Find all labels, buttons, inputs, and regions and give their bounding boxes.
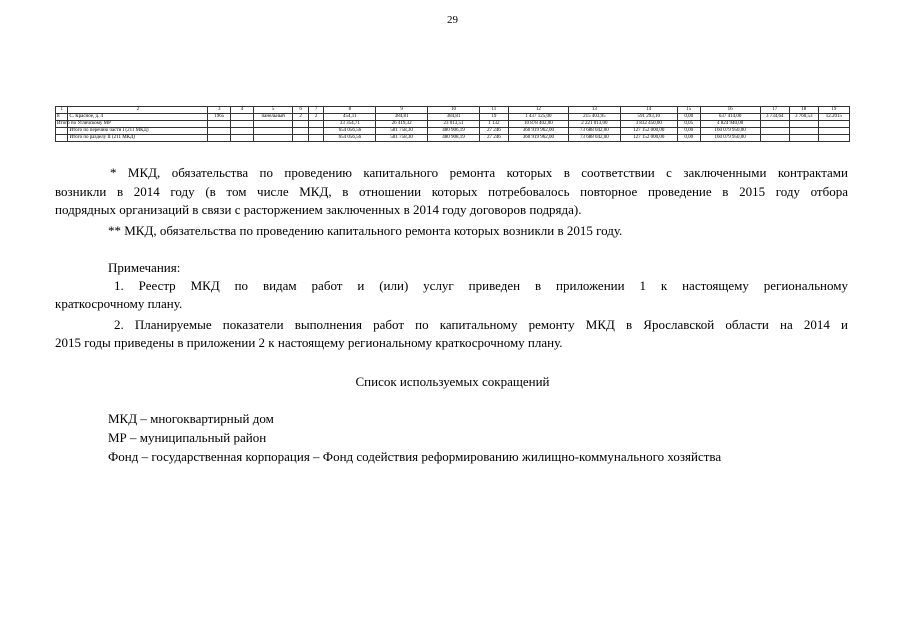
table-cell: 3: [208, 107, 231, 114]
table-cell: [231, 114, 254, 121]
table-cell: 127 152 000,00: [620, 128, 677, 135]
table-cell: [253, 135, 292, 142]
table-cell: 19: [818, 107, 849, 114]
table-cell: 8: [56, 114, 68, 121]
table-cell: панельный: [253, 114, 292, 121]
table-cell: [818, 135, 849, 142]
table-cell: 160 079 950,00: [700, 135, 760, 142]
table-cell: 23 013,51: [428, 121, 480, 128]
table-cell: [231, 135, 254, 142]
table-row: [56, 135, 850, 142]
table-cell: 3 734,64: [760, 114, 789, 121]
table-cell: 9: [376, 107, 428, 114]
table-cell: 0,05: [677, 121, 700, 128]
table-cell: 12.2015: [818, 114, 849, 121]
table-row: [56, 128, 850, 135]
table-cell: [208, 121, 231, 128]
table-cell: С. Красное, д. 4: [68, 114, 208, 121]
table-cell: 26 419,32: [376, 121, 428, 128]
table-cell: 127 152 000,00: [620, 135, 677, 142]
table-cell: 581 758,30: [376, 128, 428, 135]
table-cell: [56, 135, 68, 142]
table-cell: [760, 128, 789, 135]
abbreviations-title: Список используемых сокращений: [355, 374, 550, 389]
table-cell: [789, 121, 818, 128]
table-cell: 160 079 950,00: [700, 128, 760, 135]
table-cell: 7: [308, 107, 324, 114]
table-cell: 591 293,10: [620, 114, 677, 121]
table-header-row: [56, 107, 850, 114]
table-cell: [760, 121, 789, 128]
table-cell: [293, 121, 309, 128]
table-cell: 0,00: [677, 114, 700, 121]
remark-1-line2: краткосрочному плану.: [55, 296, 183, 311]
table-cell: 17: [760, 107, 789, 114]
table-cell: 14: [620, 107, 677, 114]
table-cell: 12: [508, 107, 568, 114]
table-cell: [818, 128, 849, 135]
table-cell: 33 354,71: [324, 121, 376, 128]
abbreviation-item: МКД – многоквартирный дом: [108, 411, 274, 426]
table-cell: 654 056,56: [324, 128, 376, 135]
note-star2: ** МКД, обязательства по проведению капитального ремонта которых возникли в 2015 году.: [108, 223, 623, 238]
table-cell: 654 056,56: [324, 135, 376, 142]
table-cell: 581 758,30: [376, 135, 428, 142]
table-cell: [208, 135, 231, 142]
page-number: 29: [447, 14, 458, 26]
table-cell: 360 919 962,00: [508, 128, 568, 135]
table-cell: 637 414,00: [700, 114, 760, 121]
table-cell: 215 403,95: [568, 114, 620, 121]
table-cell: 1 132: [479, 121, 508, 128]
table-cell: 454,11: [324, 114, 376, 121]
table-cell: 15: [677, 107, 700, 114]
table-cell: 16: [700, 107, 760, 114]
note-star1-line1: * МКД, обязательства по проведению капитального ремонта которых в соответствии с заключенными контрактами: [110, 165, 848, 180]
table-cell: 8: [324, 107, 376, 114]
table-cell: 2 221 013,00: [568, 121, 620, 128]
table-cell: 0,00: [677, 128, 700, 135]
table-cell: 4: [231, 107, 254, 114]
table-row: [56, 114, 850, 121]
table-cell: 3 760,53: [789, 114, 818, 121]
abbreviation-item: МР – муниципальный район: [108, 430, 267, 445]
table-cell: 1: [56, 107, 68, 114]
abbreviation-item: Фонд – государственная корпорация – Фонд содействия реформированию жилищно-коммунального хозяйства: [108, 449, 722, 464]
table-cell: [789, 128, 818, 135]
table-cell: 27 246: [479, 128, 508, 135]
table-cell: 1965: [208, 114, 231, 121]
table-cell: [818, 121, 849, 128]
table-cell: [308, 128, 324, 135]
table-cell: 13: [568, 107, 620, 114]
table-cell: Итого по перечню части I (211 МКД): [68, 128, 208, 135]
table-cell: 10: [428, 107, 480, 114]
table-cell: [208, 128, 231, 135]
register-table: [55, 106, 850, 142]
table-cell: 384,81: [428, 114, 480, 121]
note-star1-line2: возникли в 2014 году (в том числе МКД, в отношении которых потребовалось повторное проведение в 2015 году отбора: [55, 184, 848, 199]
table-cell: [231, 121, 254, 128]
table-cell: [308, 121, 324, 128]
remarks-title: Примечания:: [108, 260, 181, 275]
table-cell: 2: [293, 114, 309, 121]
table-cell: 73 688 042,00: [568, 128, 620, 135]
table-cell: 10 878 402,00: [508, 121, 568, 128]
table-cell: [231, 128, 254, 135]
table-cell: 384,81: [376, 114, 428, 121]
table-cell: [253, 128, 292, 135]
remark-2-line1: 2. Планируемые показатели выполнения работ по капитальному ремонту МКД в Ярославской области на 2014 и: [114, 317, 848, 332]
table-cell: [56, 128, 68, 135]
table-cell: [253, 121, 292, 128]
table-cell: 27 246: [479, 135, 508, 142]
table-cell: [789, 135, 818, 142]
table-cell: [293, 135, 309, 142]
table-row: [56, 121, 850, 128]
note-star1-line3: подрядных организаций в связи с расторжением заключенных в 2014 году договоров подряда).: [55, 202, 582, 217]
table-cell: 3 832 450,00: [620, 121, 677, 128]
table-cell: 1 437 125,00: [508, 114, 568, 121]
table-cell: 6: [293, 107, 309, 114]
table-cell: 360 919 962,00: [508, 135, 568, 142]
remark-2-line2: 2015 годы приведены в приложении 2 к настоящему региональному краткосрочному плану.: [55, 335, 563, 350]
table-cell: 5: [253, 107, 292, 114]
table-cell: 11: [479, 107, 508, 114]
table-cell: Итого по разделу II (211 МКД): [68, 135, 208, 142]
table-cell: 480 906,19: [428, 128, 480, 135]
table-cell: 18: [789, 107, 818, 114]
table-cell: [293, 128, 309, 135]
table-cell: 480 908,19: [428, 135, 480, 142]
table-cell: Итого по Угличскому МР: [57, 121, 111, 126]
table-cell: 73 688 042,00: [568, 135, 620, 142]
table-cell: 2: [68, 107, 208, 114]
table-cell: [308, 135, 324, 142]
table-cell: 2: [308, 114, 324, 121]
table-cell: 4 824 940,00: [700, 121, 760, 128]
table-cell: [760, 135, 789, 142]
table-cell: 0,00: [677, 135, 700, 142]
remark-1-line1: 1. Реестр МКД по видам работ и (или) услуг приведен в приложении 1 к настоящему региональному: [114, 278, 848, 293]
table-cell: 19: [479, 114, 508, 121]
